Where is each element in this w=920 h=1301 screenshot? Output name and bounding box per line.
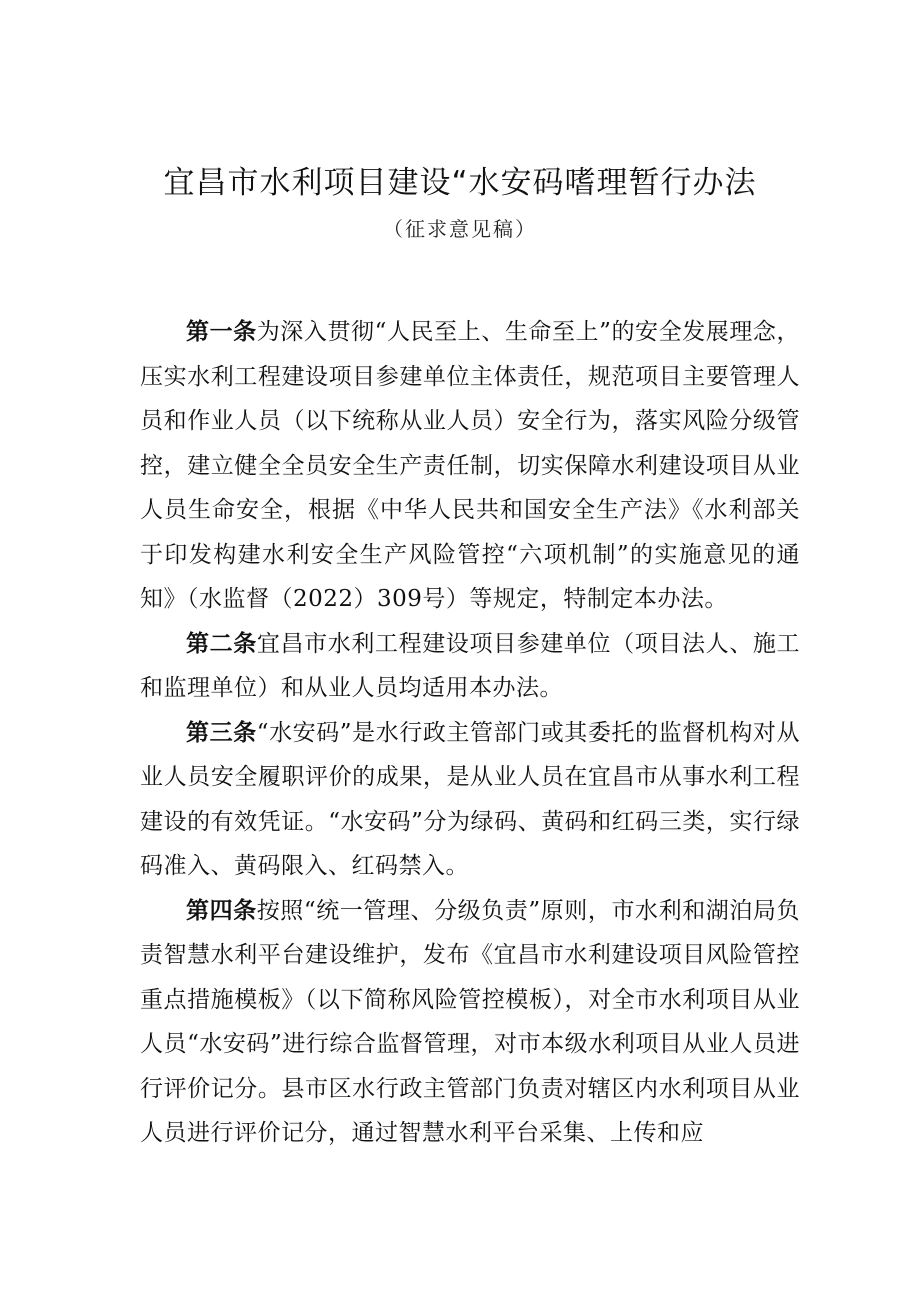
document-body [140,310,800,1156]
article-3-text: “水安码”是水行政主管部门或其委托的监督机构对从业人员安全履职评价的成果，是从业人员在宜昌市从事水利工程建设的有效凭证。“水安码”分为绿码、黄码和红码三类，实行绿码准入、黄码限入、红码禁入。 [140,719,800,879]
article-3 [140,711,800,889]
document-subtitle: （征求意见稿） [383,217,537,241]
article-4-text: 按照“统一管理、分级负责”原则，市水利和湖泊局负责智慧水利平台建设维护，发布《宜昌市水利建设项目风险管控重点措施模板》（以下简称风险管控模板），对全市水利项目从业人员“水安码”进行综合监督管理，对市本级水利项目从业人员进行评价记分。县市区水行政主管部门负责对辖区内水利项目从业人员进行评价记分，通过智慧水利平台采集、上传和应 [140,897,800,1146]
article-4-heading: 第四条 [186,897,257,924]
article-2 [140,622,800,711]
article-1-heading: 第一条 [186,319,257,345]
document-title: 宜昌市水利项目建设“水安码嗜理暂行办法 [163,165,757,201]
article-3-heading: 第三条 [186,719,257,746]
article-2-heading: 第二条 [186,630,257,657]
article-4 [140,889,800,1156]
article-1-text: 为深入贯彻“人民至上、生命至上”的安全发展理念，压实水利工程建设项目参建单位主体责任，规范项目主要管理人员和作业人员（以下统称从业人员）安全行为，落实风险分级管控，建立健全全员安全生产责任制，切实保障水利建设项目从业人员生命安全，根据《中华人民共和国安全生产法》《水利部关于印发构建水利安全生产风险管控“六项机制”的实施意见的通知》（水监督（2022）309号）等规定，特制定本办法。 [140,319,800,612]
article-1 [140,310,800,622]
article-2-text: 宜昌市水利工程建设项目参建单位（项目法人、施工和监理单位）和从业人员均适用本办法。 [140,630,801,701]
